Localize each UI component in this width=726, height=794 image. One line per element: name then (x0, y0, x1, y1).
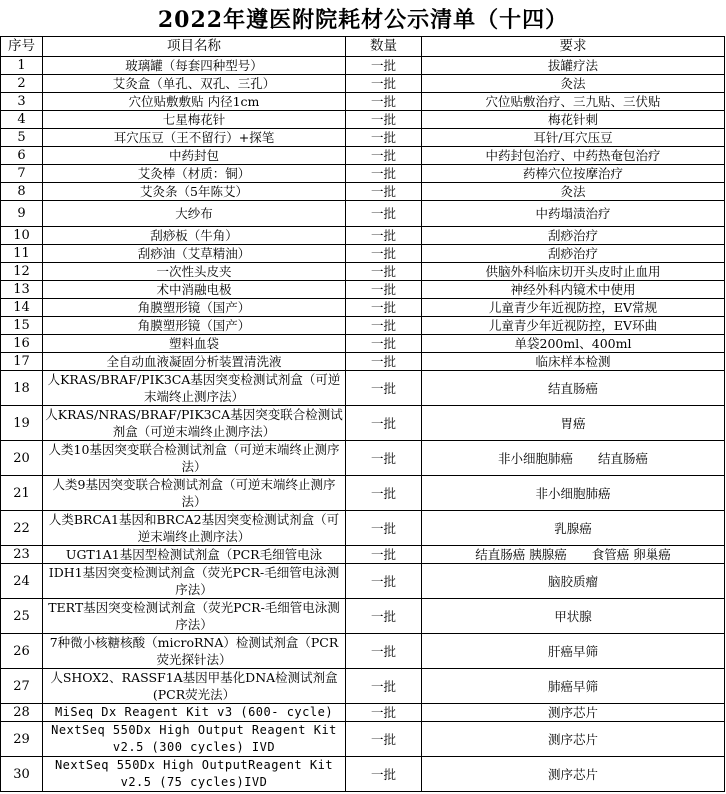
cell-no: 7 (1, 165, 43, 183)
cell-qty: 一批 (346, 634, 422, 669)
cell-name: 中药封包 (43, 147, 346, 165)
cell-qty: 一批 (346, 201, 422, 227)
cell-no: 13 (1, 281, 43, 299)
cell-qty: 一批 (346, 722, 422, 757)
cell-qty: 一批 (346, 93, 422, 111)
cell-no: 26 (1, 634, 43, 669)
cell-no: 11 (1, 245, 43, 263)
table-row (1, 129, 725, 147)
cell-req: 刮痧治疗 (422, 227, 725, 245)
cell-qty: 一批 (346, 441, 422, 476)
header-qty: 数量 (346, 37, 422, 57)
table-row (1, 546, 725, 564)
cell-name: 角膜塑形镜（国产） (43, 299, 346, 317)
cell-req: 耳针/耳穴压豆 (422, 129, 725, 147)
cell-no: 15 (1, 317, 43, 335)
cell-qty: 一批 (346, 57, 422, 75)
cell-name: 人类9基因突变联合检测试剂盒（可逆末端终止测序法） (43, 476, 346, 511)
cell-qty: 一批 (346, 227, 422, 245)
cell-no: 18 (1, 371, 43, 406)
cell-qty: 一批 (346, 129, 422, 147)
table-row (1, 335, 725, 353)
table-row (1, 227, 725, 245)
table-row (1, 406, 725, 441)
table-row (1, 353, 725, 371)
cell-no: 8 (1, 183, 43, 201)
cell-name: MiSeq Dx Reagent Kit v3 (600- cycle) (43, 704, 346, 722)
table-row (1, 201, 725, 227)
cell-qty: 一批 (346, 263, 422, 281)
cell-no: 12 (1, 263, 43, 281)
cell-no: 17 (1, 353, 43, 371)
cell-no: 6 (1, 147, 43, 165)
cell-req: 穴位贴敷治疗、三九贴、三伏贴 (422, 93, 725, 111)
cell-req: 临床样本检测 (422, 353, 725, 371)
header-req: 要求 (422, 37, 725, 57)
cell-req: 神经外科内镜术中使用 (422, 281, 725, 299)
cell-req: 结直肠癌 (422, 371, 725, 406)
cell-req: 非小细胞肺癌 (422, 476, 725, 511)
cell-name: 艾灸棒（材质：铜） (43, 165, 346, 183)
cell-qty: 一批 (346, 183, 422, 201)
cell-no: 21 (1, 476, 43, 511)
cell-name: 大纱布 (43, 201, 346, 227)
cell-name: TERT基因突变检测试剂盒（荧光PCR-毛细管电泳测序法） (43, 599, 346, 634)
cell-req: 测序芯片 (422, 704, 725, 722)
cell-no: 9 (1, 201, 43, 227)
cell-qty: 一批 (346, 281, 422, 299)
table-row (1, 722, 725, 757)
cell-name: UGT1A1基因型检测试剂盒（PCR毛细管电泳 (43, 546, 346, 564)
cell-qty: 一批 (346, 564, 422, 599)
cell-qty: 一批 (346, 511, 422, 546)
cell-qty: 一批 (346, 75, 422, 93)
table-row (1, 564, 725, 599)
cell-name: 刮痧油（艾草精油） (43, 245, 346, 263)
cell-no: 14 (1, 299, 43, 317)
header-no: 序号 (1, 37, 43, 57)
cell-name: 刮痧板（牛角） (43, 227, 346, 245)
cell-req: 结直肠癌 胰腺癌 食管癌 卵巢癌 (422, 546, 725, 564)
cell-req: 非小细胞肺癌 结直肠癌 (422, 441, 725, 476)
cell-no: 27 (1, 669, 43, 704)
cell-no: 24 (1, 564, 43, 599)
cell-name: 全自动血液凝固分析装置清洗液 (43, 353, 346, 371)
cell-name: 7种微小核糖核酸（microRNA）检测试剂盒（PCR荧光探针法） (43, 634, 346, 669)
cell-req: 灸法 (422, 183, 725, 201)
table-row (1, 75, 725, 93)
cell-name: 人类10基因突变联合检测试剂盒（可逆末端终止测序法） (43, 441, 346, 476)
cell-no: 16 (1, 335, 43, 353)
table-row (1, 57, 725, 75)
cell-req: 脑胶质瘤 (422, 564, 725, 599)
cell-req: 梅花针刺 (422, 111, 725, 129)
cell-qty: 一批 (346, 406, 422, 441)
table-row (1, 371, 725, 406)
table-row (1, 299, 725, 317)
cell-req: 乳腺癌 (422, 511, 725, 546)
cell-name: IDH1基因突变检测试剂盒（荧光PCR-毛细管电泳测序法） (43, 564, 346, 599)
cell-req: 肺癌早筛 (422, 669, 725, 704)
cell-qty: 一批 (346, 165, 422, 183)
table-row (1, 599, 725, 634)
table-row (1, 317, 725, 335)
cell-no: 29 (1, 722, 43, 757)
cell-req: 肝癌早筛 (422, 634, 725, 669)
table-body (1, 57, 725, 792)
cell-qty: 一批 (346, 335, 422, 353)
cell-req: 拔罐疗法 (422, 57, 725, 75)
page-title: 2022年遵医附院耗材公示清单（十四） (157, 6, 569, 33)
cell-no: 4 (1, 111, 43, 129)
cell-name: 艾灸盒（单孔、双孔、三孔） (43, 75, 346, 93)
cell-qty: 一批 (346, 371, 422, 406)
consumables-table (0, 36, 725, 792)
cell-name: NextSeq 550Dx High Output Reagent Kit v2.5 (300 cycles) IVD (43, 722, 346, 757)
cell-name: 艾灸条（5年陈艾） (43, 183, 346, 201)
cell-req: 中药塌渍治疗 (422, 201, 725, 227)
header-name: 项目名称 (43, 37, 346, 57)
cell-qty: 一批 (346, 669, 422, 704)
cell-qty: 一批 (346, 599, 422, 634)
cell-req: 药棒穴位按摩治疗 (422, 165, 725, 183)
cell-qty: 一批 (346, 317, 422, 335)
cell-req: 刮痧治疗 (422, 245, 725, 263)
header-row (1, 37, 725, 57)
cell-qty: 一批 (346, 757, 422, 792)
cell-req: 儿童青少年近视防控，EV常规 (422, 299, 725, 317)
cell-qty: 一批 (346, 147, 422, 165)
cell-req: 供脑外科临床切开头皮时止血用 (422, 263, 725, 281)
table-row (1, 245, 725, 263)
table-row (1, 263, 725, 281)
cell-name: 塑料血袋 (43, 335, 346, 353)
cell-req: 儿童青少年近视防控，EV环曲 (422, 317, 725, 335)
cell-name: 耳穴压豆（王不留行）+探笔 (43, 129, 346, 147)
cell-qty: 一批 (346, 111, 422, 129)
table-row (1, 165, 725, 183)
cell-no: 23 (1, 546, 43, 564)
table-row (1, 634, 725, 669)
cell-qty: 一批 (346, 353, 422, 371)
table-row (1, 183, 725, 201)
cell-name: 一次性头皮夹 (43, 263, 346, 281)
cell-name: 人SHOX2、RASSF1A基因甲基化DNA检测试剂盒(PCR荧光法） (43, 669, 346, 704)
cell-qty: 一批 (346, 476, 422, 511)
cell-name: 玻璃罐（每套四种型号） (43, 57, 346, 75)
table-row (1, 704, 725, 722)
cell-no: 19 (1, 406, 43, 441)
cell-no: 25 (1, 599, 43, 634)
table-row (1, 757, 725, 792)
cell-name: 穴位贴敷敷贴 内径1cm (43, 93, 346, 111)
table-row (1, 111, 725, 129)
cell-name: 术中消融电极 (43, 281, 346, 299)
cell-req: 甲状腺 (422, 599, 725, 634)
cell-name: 七星梅花针 (43, 111, 346, 129)
cell-req: 单袋200ml、400ml (422, 335, 725, 353)
cell-no: 22 (1, 511, 43, 546)
table-row (1, 669, 725, 704)
table-row (1, 147, 725, 165)
table-row (1, 93, 725, 111)
table-row (1, 511, 725, 546)
cell-name: 人类BRCA1基因和BRCA2基因突变检测试剂盒（可逆末端终止测序法） (43, 511, 346, 546)
cell-qty: 一批 (346, 546, 422, 564)
cell-qty: 一批 (346, 299, 422, 317)
cell-name: 人KRAS/BRAF/PIK3CA基因突变检测试剂盒（可逆末端终止测序法） (43, 371, 346, 406)
cell-no: 30 (1, 757, 43, 792)
cell-req: 中药封包治疗、中药热奄包治疗 (422, 147, 725, 165)
cell-req: 测序芯片 (422, 757, 725, 792)
cell-name: 人KRAS/NRAS/BRAF/PIK3CA基因突变联合检测试剂盒（可逆末端终止测序法） (43, 406, 346, 441)
cell-no: 28 (1, 704, 43, 722)
cell-no: 3 (1, 93, 43, 111)
table-row (1, 281, 725, 299)
table-row (1, 476, 725, 511)
cell-req: 灸法 (422, 75, 725, 93)
cell-no: 5 (1, 129, 43, 147)
cell-qty: 一批 (346, 245, 422, 263)
cell-req: 测序芯片 (422, 722, 725, 757)
cell-no: 10 (1, 227, 43, 245)
cell-no: 20 (1, 441, 43, 476)
cell-no: 2 (1, 75, 43, 93)
cell-name: NextSeq 550Dx High OutputReagent Kit v2.5 (75 cycles)IVD (43, 757, 346, 792)
cell-qty: 一批 (346, 704, 422, 722)
cell-no: 1 (1, 57, 43, 75)
cell-req: 胃癌 (422, 406, 725, 441)
table-row (1, 441, 725, 476)
cell-name: 角膜塑形镜（国产） (43, 317, 346, 335)
